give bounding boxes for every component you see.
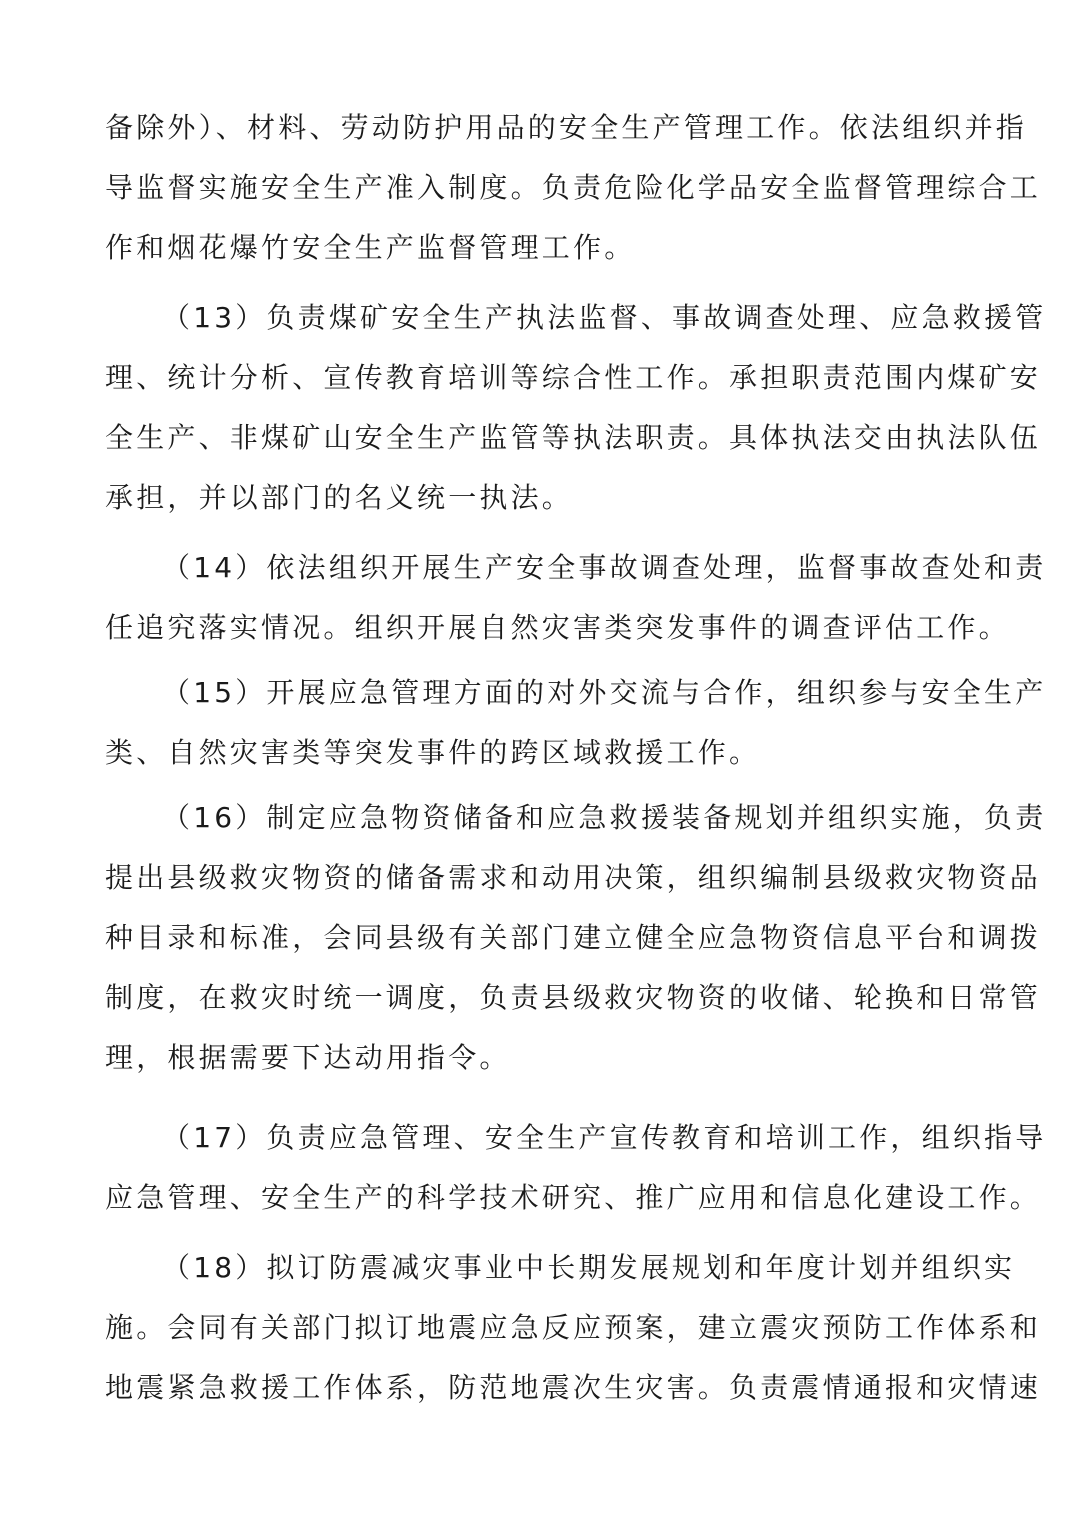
- paragraph-14-first-line: （14）依法组织开展生产安全事故调查处理，监督事故查处和责: [162, 551, 1047, 584]
- text-line: 制度，在救灾时统一调度，负责县级救灾物资的收储、轮换和日常管: [105, 981, 1042, 1014]
- paragraph-16-first-line: （16）制定应急物资储备和应急救援装备规划并组织实施，负责: [162, 801, 1047, 834]
- text-line: 全生产、非煤矿山安全生产监管等执法职责。具体执法交由执法队伍: [105, 421, 1042, 454]
- text-line: 作和烟花爆竹安全生产监督管理工作。: [105, 231, 636, 264]
- text-line: 任追究落实情况。组织开展自然灾害类突发事件的调查评估工作。: [105, 611, 1010, 644]
- text-line: 地震紧急救援工作体系，防范地震次生灾害。负责震情通报和灾情速: [105, 1371, 1042, 1404]
- text-line: 理、统计分析、宣传教育培训等综合性工作。承担职责范围内煤矿安: [105, 361, 1042, 394]
- text-line: 种目录和标准，会同县级有关部门建立健全应急物资信息平台和调拨: [105, 921, 1042, 954]
- text-line: 应急管理、安全生产的科学技术研究、推广应用和信息化建设工作。: [105, 1181, 1042, 1214]
- text-line: 类、自然灾害类等突发事件的跨区域救援工作。: [105, 736, 761, 769]
- paragraph-13-first-line: （13）负责煤矿安全生产执法监督、事故调查处理、应急救援管: [162, 301, 1047, 334]
- paragraph-15-first-line: （15）开展应急管理方面的对外交流与合作，组织参与安全生产: [162, 676, 1047, 709]
- text-line: 导监督实施安全生产准入制度。负责危险化学品安全监督管理综合工: [105, 171, 1042, 204]
- paragraph-18-first-line: （18）拟订防震减灾事业中长期发展规划和年度计划并组织实: [162, 1251, 1016, 1284]
- text-line: 备除外）、材料、劳动防护用品的安全生产管理工作。依法组织并指: [105, 111, 1028, 144]
- text-line: 理，根据需要下达动用指令。: [105, 1041, 511, 1074]
- paragraph-17-first-line: （17）负责应急管理、安全生产宣传教育和培训工作，组织指导: [162, 1121, 1047, 1154]
- text-line: 承担，并以部门的名义统一执法。: [105, 481, 574, 514]
- text-line: 提出县级救灾物资的储备需求和动用决策，组织编制县级救灾物资品: [105, 861, 1042, 894]
- text-line: 施。会同有关部门拟订地震应急反应预案，建立震灾预防工作体系和: [105, 1311, 1042, 1344]
